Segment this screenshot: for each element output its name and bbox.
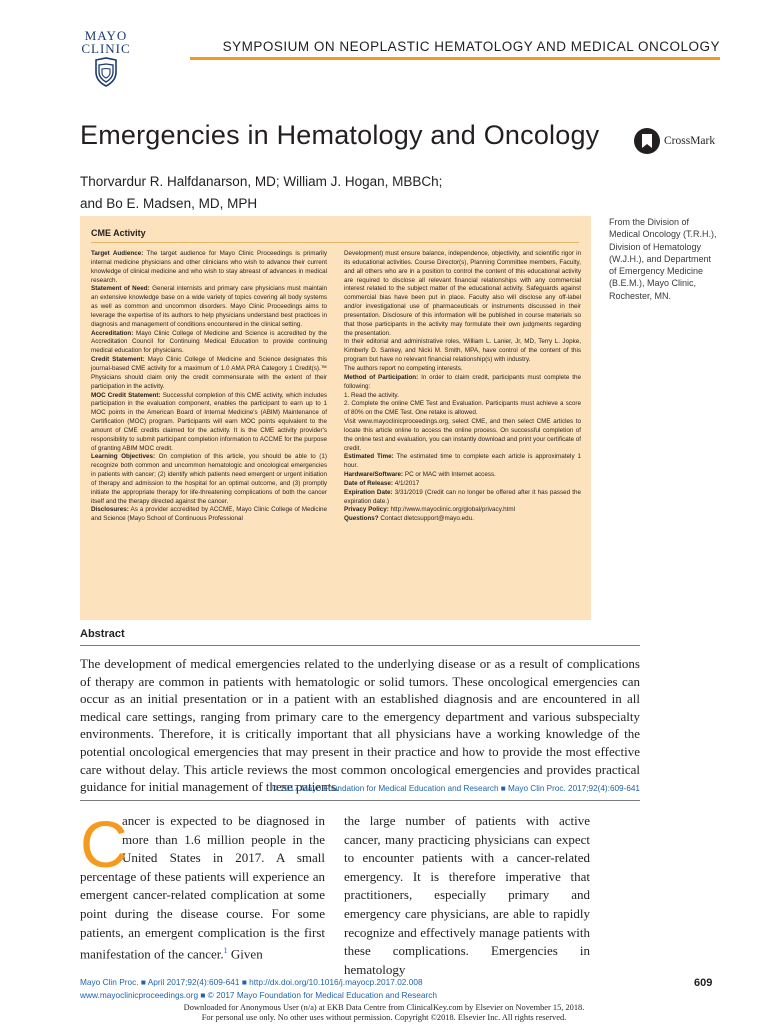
cme-paragraph	[344, 374, 581, 392]
cme-label: Privacy Policy:	[344, 506, 389, 514]
cme-title: CME Activity	[91, 228, 146, 238]
cme-text: General internists and primary care physicians must maintain an extensive knowledge base on a wide variety of topics covering all body systems as well as common and uncommon disorders. Mayo Clinic Proceedings aims to leverage the expertise of its authors to help physicians understand best practices in diagnosis and management of conditions encountered in the clinical setting.	[91, 285, 327, 328]
reference-link[interactable]: 1	[223, 946, 228, 956]
mayo-shield-icon	[93, 57, 119, 87]
cme-label: Learning Objectives:	[91, 453, 156, 461]
logo-line1: MAYO	[84, 28, 128, 43]
cme-paragraph	[344, 489, 581, 507]
body-left-text: ancer is expected to be diagnosed in more than 1.6 million people in the United States in 2017. A small percentage of these patients will experience an emergent cancer-related complication at some point during the disease course. For some patients, an emergent complication is the first manifestation of the cancer.	[80, 813, 325, 962]
cme-text: Mayo Clinic College of Medicine and Science is accredited by the Accreditation Council for Continuing Medical Education to provide continuing medical education for physicians.	[91, 329, 327, 355]
page-number: 609	[694, 977, 713, 989]
journal-url-footer[interactable]: www.mayoclinicproceedings.org ■ © 2017 Mayo Foundation for Medical Education and Research	[80, 990, 438, 1000]
cme-paragraph	[344, 471, 581, 480]
header-divider	[190, 57, 720, 60]
article-title: Emergencies in Hematology and Oncology	[80, 120, 600, 150]
abstract-heading: Abstract	[80, 628, 125, 640]
cme-text: As a provider accredited by ACCME, Mayo Clinic College of Medicine and Science (Mayo School of Continuous Professional	[91, 506, 327, 523]
cme-text: Development) must ensure balance, independence, objectivity, and scientific rigor in its educational activities. Course Director(s), Planning Committee members, Faculty, and all others who are in a position to control the content of this educational activity are required to disclose all relevant financial relationships with any commercial interest related to the subject matter of the educational activity. Safeguards against commercial bias have been put in place. Faculty also will disclose any off-label and/or investigational use of pharmaceuticals or instruments discussed in their presentation. Disclosure of this information will be published in course materials so that those participants in the activity may formulate their own judgments regarding the presentation.	[344, 250, 581, 337]
cme-paragraph	[344, 506, 581, 515]
cme-paragraph	[91, 330, 327, 357]
cme-right-column	[344, 250, 581, 524]
cme-paragraph	[344, 418, 581, 453]
cme-text: The estimated time to complete each article is approximately 1 hour.	[344, 453, 581, 470]
cme-label: Expiration Date:	[344, 488, 393, 496]
cme-paragraph	[91, 453, 327, 506]
cme-label: Accreditation:	[91, 329, 134, 337]
cme-label: Estimated Time:	[344, 453, 394, 461]
download-notice-line2: For personal use only. No other uses without permission. Copyright ©2018. Elsevier Inc. All rights reserved.	[201, 1013, 567, 1022]
cme-text: http://www.mayoclinic.org/global/privacy.html	[388, 506, 516, 514]
cme-text: In their editorial and administrative roles, William L. Lanier, Jr, MD, Terry L. Jopke, Kimberly D. Sankey, and Nicki M. Smith, MPA, have control of the content of this program but have no relevant financial relationship(s) with industry.	[344, 338, 581, 364]
cme-label: Date of Release:	[344, 479, 393, 487]
cme-text: On completion of this article, you should be able to (1) recognize both common and uncommon hematologic and oncological emergencies in patients with cancer; (2) identify which patients need emergent or urgent initiation of therapy and admission to the hospital for an optimal outcome, and (3) promptly initiate the appropriate therapy for life-threatening complications of both the cancer itself and the therapy directed against the cancer.	[91, 453, 327, 505]
cme-label: Statement of Need:	[91, 285, 150, 293]
cme-text: 3/31/2019 (Credit can no longer be offered after it has passed the expiration date.)	[344, 488, 581, 505]
cme-text: 4/1/2017	[393, 479, 420, 487]
body-left-tail: Given	[227, 946, 263, 962]
cme-paragraph	[344, 453, 581, 471]
cme-paragraph	[91, 506, 327, 524]
cme-label: Questions?	[344, 515, 379, 523]
cme-divider	[91, 242, 579, 243]
cme-label: Disclosures:	[91, 506, 129, 514]
cme-paragraph	[344, 250, 581, 338]
cme-left-column	[91, 250, 327, 524]
cme-paragraph	[344, 338, 581, 365]
drop-cap: C	[80, 807, 128, 881]
cme-text: In order to claim credit, participants must complete the following:	[344, 373, 581, 390]
crossmark-label: CrossMark	[664, 135, 716, 147]
cme-text: 1. Read the activity.	[344, 391, 399, 399]
cme-paragraph	[344, 400, 581, 418]
cme-label: MOC Credit Statement:	[91, 391, 161, 399]
affiliation-note: From the Division of Medical Oncology (T.R.H.), Division of Hematology (W.J.H.), and Department of Emergency Medicine (B.E.M.), Mayo Clinic, Rochester, MN.	[609, 217, 717, 301]
cme-paragraph	[91, 392, 327, 454]
cme-paragraph	[91, 250, 327, 285]
authors-line1: Thorvardur R. Halfdanarson, MD; William J. Hogan, MBBCh;	[80, 174, 443, 189]
cme-paragraph	[344, 392, 581, 401]
cme-paragraph	[344, 515, 581, 524]
cme-paragraph	[344, 480, 581, 489]
cme-label: Method of Participation:	[344, 373, 419, 381]
mayo-clinic-logo	[76, 29, 136, 87]
cme-text: Contact dletcsupport@mayo.edu.	[378, 515, 474, 523]
copyright-line: © 2017 Mayo Foundation for Medical Education and Research ■ Mayo Clin Proc. 2017;92(4):609-641	[272, 784, 640, 793]
logo-line2: CLINIC	[81, 41, 131, 56]
cme-text: The authors report no competing interests.	[344, 364, 463, 372]
body-right-column: the large number of patients with active cancer, many practicing physicians can expect to encounter patients with a cancer-related emergency. It is therefore imperative that practitioners, especially primary and emergency care physicians, are able to rapidly recognize and effectively manage patients with these complications. Emergencies in hematology	[344, 813, 590, 977]
cme-paragraph	[344, 365, 581, 374]
citation-footer[interactable]: Mayo Clin Proc. ■ April 2017;92(4):609-641 ■ http://dx.doi.org/10.1016/j.mayocp.2017.02.008	[80, 977, 423, 987]
symposium-header: SYMPOSIUM ON NEOPLASTIC HEMATOLOGY AND MEDICAL ONCOLOGY	[222, 39, 720, 54]
author-list	[80, 171, 600, 215]
cme-label: Credit Statement:	[91, 356, 145, 364]
cme-label: Target Audience:	[91, 250, 144, 257]
cme-text: PC or MAC with Internet access.	[403, 471, 496, 479]
abstract-text: The development of medical emergencies related to the underlying disease or as a result of complications of therapy are common in patients with hematologic or solid tumors. These oncological emergencies can occur as an initial presentation or in a patient with an established diagnosis and are encountered in all medical care settings, ranging from primary care to the emergency department and various subspecialty environments. Therefore, it is critically important that all physicians have a working knowledge of the potential oncological emergencies that may present in their practice and how to provide the most effective care without delay. This article reviews the most common oncological emergencies and provides practical guidance for initial management of these patients.	[80, 656, 640, 795]
cme-text: Visit www.mayoclinicproceedings.org, select CME, and then select CME articles to locate this article online to access the online process. On successful completion of the online test and evaluation, you can instantly download and print your certificate of credit.	[344, 418, 581, 452]
download-notice-line1: Downloaded for Anonymous User (n/a) at EKB Data Centre from ClinicalKey.com by Elsevier on November 15, 2018.	[183, 1003, 585, 1012]
cme-paragraph	[91, 356, 327, 391]
cme-text: Mayo Clinic College of Medicine and Science designates this journal-based CME activity for a maximum of 1.0 AMA PRA Category 1 Credit(s).™ Physicians should claim only the credit commensurate with the extent of their participation in the activity.	[91, 356, 327, 390]
cme-text: 2. Complete the online CME Test and Evaluation. Participants must achieve a score of 80% on the CME Test. One retake is allowed.	[344, 400, 581, 417]
authors-line2: and Bo E. Madsen, MD, MPH	[80, 196, 258, 211]
crossmark-badge[interactable]	[634, 128, 715, 154]
cme-text: Successful completion of this CME activity, which includes participation in the evaluation component, enables the participant to earn up to 1 MOC points in the American Board of Internal Medicine's (ABIM) Maintenance of Certification (MOC) program. Participants will earn MOC points equivalent to the amount of CME credits claimed for the activity. It is the CME activity provider's responsibility to submit participant completion information to ACCME for the purpose of granting ABIM MOC credit.	[91, 391, 328, 452]
crossmark-icon	[634, 128, 660, 154]
abstract-divider	[80, 645, 640, 646]
cme-text: The target audience for Mayo Clinic Proceedings is primarily internal medicine physicians and other clinicians who wish to advance their current knowledge of clinical medicine and who wish to stay abreast of advances in medical research.	[91, 250, 327, 284]
body-divider	[80, 800, 640, 801]
cme-label: Hardware/Software:	[344, 471, 404, 479]
cme-paragraph	[91, 285, 327, 329]
